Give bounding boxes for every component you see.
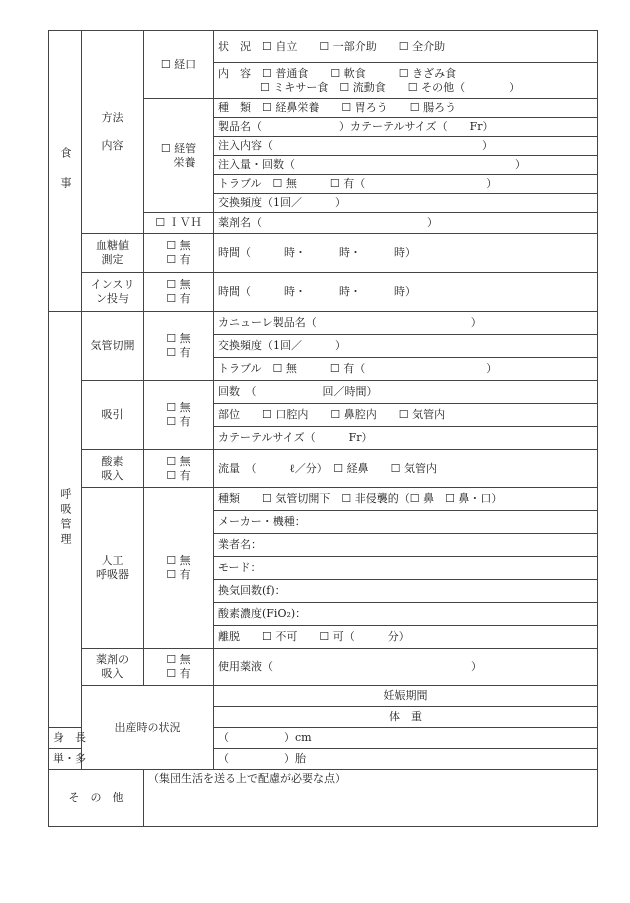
trach-yes-checkbox[interactable]: ☐ 有 xyxy=(166,346,191,359)
oxygen-none-checkbox[interactable]: ☐ 無 xyxy=(166,454,191,468)
multiple-label xyxy=(49,749,86,770)
tube-injection-text: 注入内容（ ） xyxy=(218,139,493,152)
section-respiratory-text: 呼吸管理 xyxy=(59,487,72,548)
glucose-time-text: 時間（ 時・ 時・ 時） xyxy=(218,246,416,259)
height-text: 身 長 xyxy=(53,731,86,744)
ventilator-rate-text: 換気回数(f)： xyxy=(218,584,286,597)
section-label-meal xyxy=(49,31,82,312)
ventilator-type-text: 種類 ☐ 気管切開下 ☐ 非侵襲的（☐ 鼻 ☐ 鼻・口） xyxy=(218,492,503,505)
ventilator-none-checkbox[interactable]: ☐ 無 xyxy=(166,554,191,567)
suction-catheter-row[interactable] xyxy=(214,427,598,450)
trach-checks[interactable] xyxy=(144,312,214,381)
method-content-label xyxy=(82,31,144,234)
nebulizer-checks[interactable] xyxy=(144,649,214,686)
nebulizer-drug-row[interactable] xyxy=(214,649,598,686)
ventilator-maker-row[interactable] xyxy=(214,511,598,534)
ivh-drug-row[interactable] xyxy=(214,213,598,234)
ventilator-wean-text: 離脱 ☐ 不可 ☐ 可（ 分） xyxy=(218,630,410,643)
tube-feeding-checkbox[interactable] xyxy=(144,99,214,213)
trach-text: 気管切開 xyxy=(90,339,135,352)
tube-amount-text: 注入量・回数（ ） xyxy=(218,158,526,171)
suction-count-row[interactable] xyxy=(214,381,598,404)
ventilator-label-2: 呼吸器 xyxy=(96,568,129,581)
glucose-label-1: 血糖値 xyxy=(96,239,129,252)
nebulizer-drug-text: 使用薬液（ ） xyxy=(218,660,482,673)
glucose-yes-checkbox[interactable]: ☐ 有 xyxy=(166,253,191,266)
tube-trouble-row[interactable] xyxy=(214,175,598,194)
nebulizer-label-2: 吸入 xyxy=(101,667,124,680)
insulin-yes-checkbox[interactable]: ☐ 有 xyxy=(166,292,191,305)
nebulizer-label xyxy=(82,649,144,686)
oxygen-label-2: 吸入 xyxy=(101,468,124,482)
trach-frequency-row[interactable] xyxy=(214,335,598,358)
nebulizer-yes-checkbox[interactable]: ☐ 有 xyxy=(166,667,191,680)
section-meal-text: 食 事 xyxy=(59,146,72,192)
height-field[interactable] xyxy=(214,728,598,749)
trach-none-checkbox[interactable]: ☐ 無 xyxy=(166,332,191,345)
oral-content-line1: 内 容 ☐ 普通食 ☐ 軟食 ☐ きざみ食 xyxy=(218,66,457,80)
oxygen-label-1: 酸素 xyxy=(101,454,124,468)
glucose-label-2: 測定 xyxy=(101,253,124,266)
trach-label xyxy=(82,312,144,381)
cannula-text: カニューレ製品名（ ） xyxy=(218,316,482,329)
gestation-label xyxy=(214,686,598,707)
ivh-drug-text: 薬剤名（ ） xyxy=(218,216,438,229)
ventilator-vendor-row[interactable] xyxy=(214,534,598,557)
tube-trouble-text: トラブル ☐ 無 ☐ 有（ ） xyxy=(218,177,498,190)
ventilator-mode-text: モード： xyxy=(218,561,262,574)
oral-content-line2: ☐ ミキサー食 ☐ 流動食 ☐ その他（ ） xyxy=(260,80,521,94)
cannula-row[interactable] xyxy=(214,312,598,335)
weight-text: 体 重 xyxy=(389,710,422,723)
ventilator-rate-row[interactable] xyxy=(214,580,598,603)
insulin-time-row[interactable] xyxy=(214,273,598,312)
oral-status-text: 状 況 ☐ 自立 ☐ 一部介助 ☐ 全介助 xyxy=(218,39,446,53)
ventilator-maker-text: メーカー・機種： xyxy=(218,515,306,528)
insulin-none-checkbox[interactable]: ☐ 無 xyxy=(166,278,191,291)
section-label-other xyxy=(49,770,144,827)
suction-label xyxy=(82,381,144,450)
insulin-label-1: インスリ xyxy=(90,278,135,291)
ventilator-checks[interactable] xyxy=(144,488,214,649)
ventilator-fio2-text: 酸素濃度(FiO₂)： xyxy=(218,607,307,620)
glucose-label xyxy=(82,234,144,273)
multiple-value: （ ）胎 xyxy=(218,752,306,765)
suction-none-checkbox[interactable]: ☐ 無 xyxy=(166,401,191,414)
ventilator-wean-row[interactable] xyxy=(214,626,598,649)
insulin-time-text: 時間（ 時・ 時・ 時） xyxy=(218,285,416,298)
insulin-checks[interactable] xyxy=(144,273,214,312)
ventilator-type-row[interactable] xyxy=(214,488,598,511)
tube-type-text: 種 類 ☐ 経鼻栄養 ☐ 胃ろう ☐ 腸ろう xyxy=(218,101,457,114)
section-label-birth xyxy=(82,686,214,770)
tube-product-text: 製品名（ ）カテーテルサイズ（ Fr） xyxy=(218,120,494,133)
suction-text: 吸引 xyxy=(101,408,124,421)
nebulizer-label-1: 薬剤の xyxy=(96,653,129,666)
suction-yes-checkbox[interactable]: ☐ 有 xyxy=(166,415,191,428)
weight-label xyxy=(214,707,598,728)
other-notes-field[interactable] xyxy=(144,770,598,827)
height-value: （ ）cm xyxy=(218,731,312,744)
ventilator-label xyxy=(82,488,144,649)
nebulizer-none-checkbox[interactable]: ☐ 無 xyxy=(166,653,191,666)
ventilator-fio2-row[interactable] xyxy=(214,603,598,626)
ventilator-mode-row[interactable] xyxy=(214,557,598,580)
multiple-text: 単・多 xyxy=(53,752,86,765)
section-birth-text: 出産時の状況 xyxy=(114,720,181,734)
tube-type-row[interactable] xyxy=(214,99,598,118)
gestation-text: 妊娠期間 xyxy=(383,689,428,702)
section-other-text: そ の 他 xyxy=(68,791,124,804)
suction-catheter-text: カテーテルサイズ（ Fr） xyxy=(218,431,373,444)
insulin-label xyxy=(82,273,144,312)
trach-trouble-text: トラブル ☐ 無 ☐ 有（ ） xyxy=(218,362,498,375)
other-note-text: （集団生活を送る上で配慮が必要な点） xyxy=(148,772,346,785)
insulin-label-2: ン投与 xyxy=(96,292,129,305)
multiple-field[interactable] xyxy=(214,749,598,770)
suction-checks[interactable] xyxy=(144,381,214,450)
height-label xyxy=(49,728,86,749)
ventilator-vendor-text: 業者名： xyxy=(218,538,262,551)
suction-count-text: 回数 （ 回／時間） xyxy=(218,385,378,398)
glucose-checks[interactable] xyxy=(144,234,214,273)
oxygen-flow-text: 流量 （ ℓ／分） ☐ 経鼻 ☐ 気管内 xyxy=(218,461,437,475)
tube-label-1: ☐ 経管 xyxy=(160,141,197,155)
oral-status-row[interactable] xyxy=(214,31,598,63)
oral-content-row[interactable] xyxy=(214,63,598,99)
ventilator-label-1: 人工 xyxy=(101,554,124,567)
ventilator-yes-checkbox[interactable]: ☐ 有 xyxy=(166,568,191,581)
section-label-respiratory xyxy=(49,312,82,728)
oxygen-flow-row[interactable] xyxy=(214,450,598,488)
trach-frequency-text: 交換頻度（1回／ ） xyxy=(218,339,346,352)
tube-frequency-row[interactable] xyxy=(214,194,598,213)
oxygen-label xyxy=(82,450,144,488)
trach-trouble-row[interactable] xyxy=(214,358,598,381)
tube-frequency-text: 交換頻度（1回／ ） xyxy=(218,196,346,209)
oral-checkbox[interactable] xyxy=(144,31,214,99)
tube-injection-row[interactable] xyxy=(214,137,598,156)
medical-care-form xyxy=(48,30,598,827)
glucose-none-checkbox[interactable]: ☐ 無 xyxy=(166,239,191,252)
suction-site-text: 部位 ☐ 口腔内 ☐ 鼻腔内 ☐ 気管内 xyxy=(218,408,446,421)
tube-product-row[interactable] xyxy=(214,118,598,137)
tube-amount-row[interactable] xyxy=(214,156,598,175)
oxygen-yes-checkbox[interactable]: ☐ 有 xyxy=(166,468,191,482)
oxygen-checks[interactable] xyxy=(144,450,214,488)
content-label: 内容 xyxy=(101,139,124,152)
ivh-checkbox[interactable] xyxy=(144,213,214,234)
oral-label: ☐ 経口 xyxy=(160,57,197,71)
method-label: 方法 xyxy=(101,111,124,124)
ivh-label: ☐ ＩＶＨ xyxy=(155,216,202,229)
glucose-time-row[interactable] xyxy=(214,234,598,273)
suction-site-row[interactable] xyxy=(214,404,598,427)
tube-label-2: 栄養 xyxy=(173,155,196,169)
